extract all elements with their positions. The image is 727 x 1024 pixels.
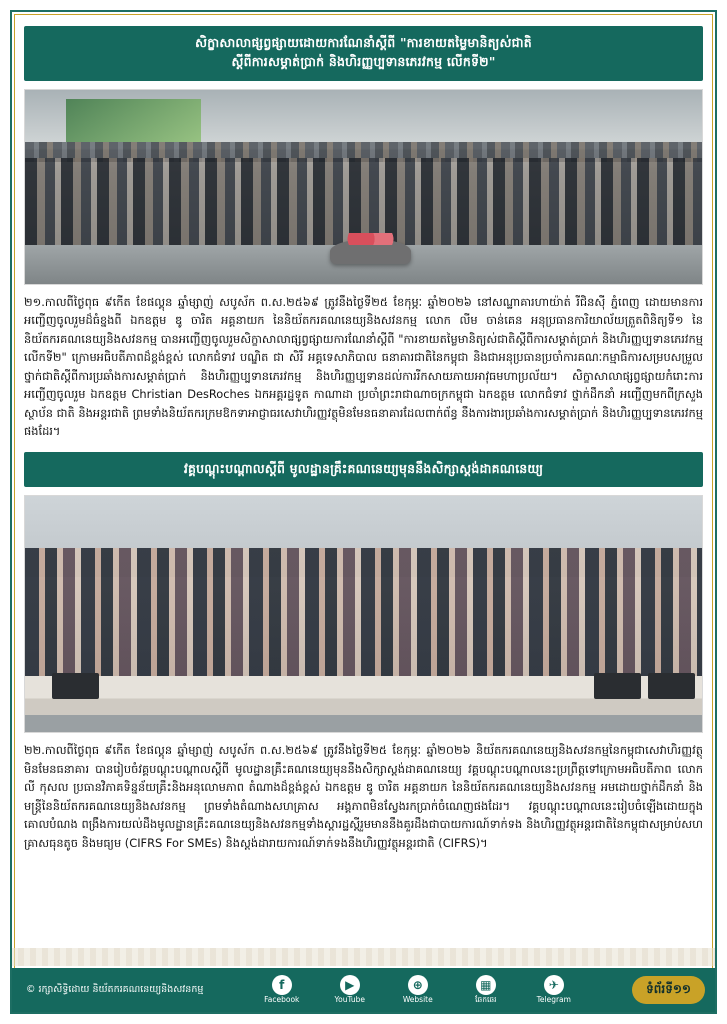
social-label-website: Website (402, 995, 433, 1005)
section-2-banner-line1: វគ្គបណ្ដុះបណ្ដាលស្ដីពី មូលដ្ឋានគ្រឹះគណនេយ្យមុននឹងសិក្សាស្តង់ដាគណនេយ្យ (183, 460, 544, 476)
decorative-khmer-pattern (12, 948, 715, 966)
youtube-icon: ▶ (340, 975, 360, 995)
group-photo-monitor (52, 673, 99, 699)
photo-projection-screen (66, 99, 201, 142)
page-number-badge: ទំព័រទី១១ (632, 976, 705, 1004)
page-footer (12, 968, 715, 1012)
section-1-banner-line2: ស្ដីពីការសម្គាត់ប្រាក់ និងហិរញ្ញប្បទានភេរវកម្ម លើកទី២" (231, 54, 496, 70)
social-label-youtube: YouTube (334, 995, 366, 1005)
section-1-banner-line1: សិក្ខាសាលាផ្សព្វផ្សាយដោយការណែនាំស្ដីពី "ការខាយតម្លៃមានិត្យស់ជាតិ (195, 35, 532, 50)
footer-social-links (203, 975, 632, 1005)
section-2-banner (24, 452, 703, 487)
group-photo-monitor (648, 673, 695, 699)
conference-hall-photo (24, 89, 703, 285)
social-link-youtube[interactable] (324, 975, 376, 1005)
section-1-banner (24, 26, 703, 81)
group-photo-monitor (594, 673, 641, 699)
section-2-paragraph: ២២.កាលពីថ្ងៃពុធ ៩កើត ខែផល្គុន ឆ្នាំម្សាញ់ សបូស័ក ព.ស.២៥៦៩ ត្រូវនឹងថ្ងៃទី២៥ ខែកុម្ភៈ ឆ្នាំ២០២៦ និយ័តករគណនេយ្យនិងសវនកម្មនៃកម្ពុជាសេវាហិរញ្ញវត្ថុមិនមែនធនាគារ បានរៀបចំវគ្គបណ្ដុះបណ្ដាលស្ដីពី មូលដ្ឋានគ្រឹះគណនេយ្យមុននឹងសិក្សាស្តង់ដាគណនេយ្យ វគ្គបណ្ដុះបណ្ដាលនេះប្រព្រឹត្តទៅក្រោមអធិបតីភាព លោក លី កុសល ប្រធានវិភាគទិន្នន័យគ្រឹះនិងអនុលោមភាព តំណាងដ៏ខ្ពង់ខ្ពស់ ឯកឧត្តម ឌូ ចារិត អគ្គនាយក នៃនិយ័តករគណនេយ្យនិងសវនកម្ម អមដោយថ្នាក់ដឹកនាំ និងមន្ត្រីនៃនិយ័តករគណនេយ្យនិងសវនកម្ម ព្រមទាំងតំណាងសហគ្រាស អង្គភាពមិនស្វែងរកប្រាក់ចំណេញផងដែរ។ វគ្គបណ្ដុះបណ្ដាលនេះរៀបចំឡើងដោយក្នុងគោលបំណង ពង្រឹងការយល់ដឹងមូលដ្ឋានគ្រឹះគណនេយ្យនិងសវនកម្មទាំងស្ដារដ្ឋស្ដីរួមមាននឹងគួរដឹងជាបាយការណ៍ទាក់ទង និងហិរញ្ញវត្ថុអន្តរជាតិនៃកម្ពុជាសម្រាប់សហគ្រាសធុនតូច និងមធ្យម (CIFRS For SMEs) និងស្តង់ដារាយការណ៍ទាក់ទងនឹងហិរញ្ញវត្ថុអន្តរជាតិ (CIFRS)។ (24, 743, 703, 850)
page-content (24, 26, 703, 863)
footer-copyright: © រក្សាសិទ្ធិដោយ និយ័តករគណនេយ្យនិងសវនកម្ម (26, 984, 204, 995)
group-photo (24, 495, 703, 733)
telegram-icon: ✈ (544, 975, 564, 995)
social-label-telegram: Telegram (536, 995, 571, 1005)
social-link-qr[interactable] (460, 975, 512, 1005)
photo-flower-arrangement (347, 233, 394, 245)
group-photo-participants (25, 548, 702, 685)
social-link-telegram[interactable] (528, 975, 580, 1005)
social-label-facebook: Facebook (264, 995, 300, 1005)
social-link-facebook[interactable] (256, 975, 308, 1005)
social-label-qr: ឆែកឆេរ (475, 995, 497, 1005)
social-link-website[interactable] (392, 975, 444, 1005)
qr-icon: ▦ (476, 975, 496, 995)
website-icon: ⊕ (408, 975, 428, 995)
section-1-paragraph: ២១.កាលពីថ្ងៃពុធ ៩កើត ខែផល្គុន ឆ្នាំម្សាញ់ សបូស័ក ព.ស.២៥៦៩ ត្រូវនឹងថ្ងៃទី២៥ ខែកុម្ភៈ ឆ្នាំ២០២៦ នៅសណ្ឋាគារហាយ៉ាត់ រីជិនស៊ី ភ្នំពេញ ដោយមានការអញ្ជើញចូលរួមដ៏ធំខ្នងពី ឯកឧត្តម ឌូ ចារិត អគ្គនាយក នៃនិយ័តករគណនេយ្យនិងសវនកម្ម លោក លីម ចាន់គេន អនុប្រធានការិយាល័យត្រួតពិនិត្យទី១ នៃនិយ័តករគណនេយ្យនិងសវនកម្ម បានអញ្ជើញចូលរួមសិក្ខាសាលាផ្សព្វផ្សាយការណែនាំស្ដីពី "ការខាយតម្លៃមានិត្យស់ជាតិស្ដីពីការសម្គាត់ប្រាក់ និងហិរញ្ញប្បទានភេរវកម្ម លើកទី២" ក្រោមអធិបតីភាពដ៏ខ្ពង់ខ្ពស់ លោកជំទាវ បណ្ឌិត ជា សិរី អគ្គទេសាភិបាល ធនាគារជាតិនៃកម្ពុជា និងជាអនុប្រធានប្រចាំការគណៈកម្មាធិការសម្របសម្រួលថ្នាក់ជាតិស្ដីពីការប្រឆាំងការសម្គាត់ប្រាក់ និងហិរញ្ញប្បទានភេរវកម្ម និងហិរញ្ញប្បទានដល់ការរីកសាយភាយអាវុធមហាប្រល័យ។ សិក្ខាសាលាផ្សព្វផ្សាយកំរោះការអញ្ជើញចូលរួម ឯកឧត្តម Christian DesRoches ឯកអគ្គរដ្ឋទូត កាណាដា ប្រចាំព្រះរាជាណាចក្រកម្ពុជា ឯកឧត្តម លោកជំទាវ ថ្នាក់ដឹកនាំ អញ្ជើញមកពីក្រសួង ស្ថាប័ន ជាតិ និងអន្តរជាតិ ព្រមទាំងនិយ័តករក្រមឱកទាអាជ្ញាធរសេវាហិរញ្ញវត្ថុមិនមែនធនាគារដែលពាក់ព័ន្ធ នឹងការងារប្រឆាំងការសម្គាត់ប្រាក់ និងហិរញ្ញប្បទានភេរវកម្មផងដែរ។ (24, 294, 703, 439)
facebook-icon: f (272, 975, 292, 995)
